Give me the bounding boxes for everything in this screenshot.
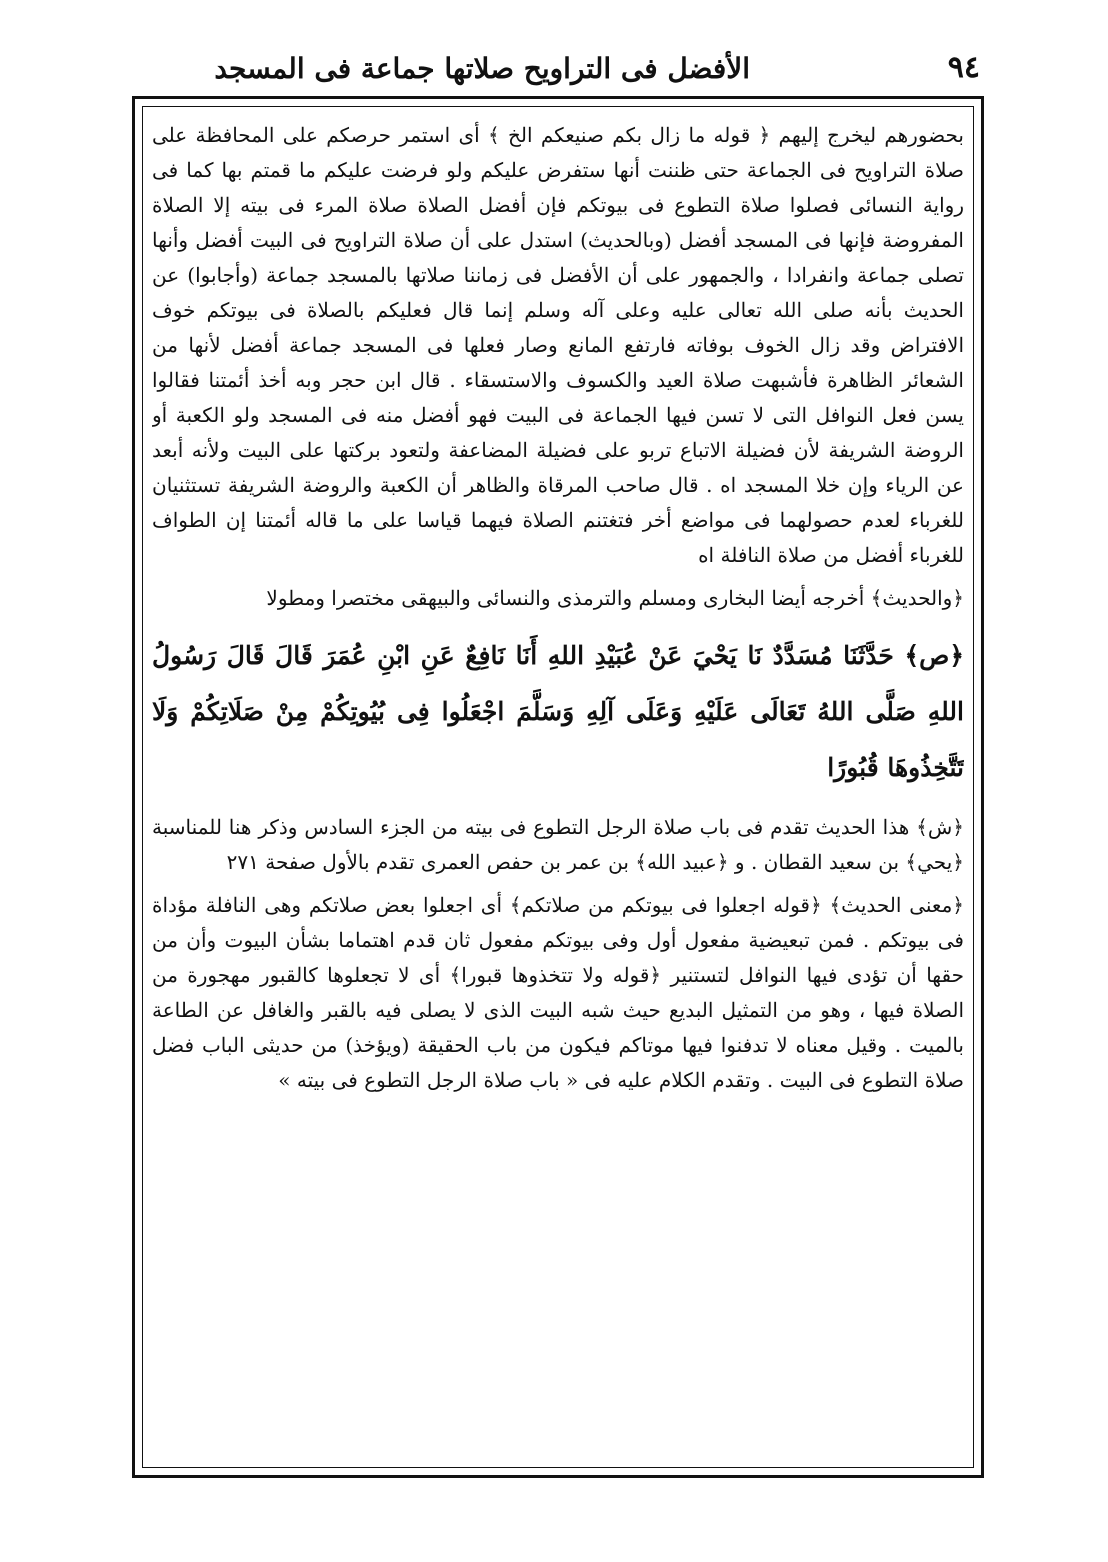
takhrij-line: ﴿والحديث﴾ أخرجه أيضا البخارى ومسلم والترمذى والنسائى والبيهقى مختصرا ومطولا [266, 586, 964, 610]
running-title: الأفضل فى التراويح صلاتها جماعة فى المسجد [214, 52, 750, 85]
commentary-paragraph: بحضورهم ليخرج إليهم ﴿ قوله ما زال بكم صنيعكم الخ ﴾ أى استمر حرصكم على المحافظة على صلاة التراويح فى الجماعة حتى ظننت أنها ستفرض عليكم ولو فرضت عليكم ما قمتم بها كما فى رواية النسائى فصلوا صلاة التطوع فى بيوتكم فإن أفضل الصلاة صلاة المرء فى بيته إلا الصلاة المفروضة فإنها فى المسجد أفضل (وبالحديث) استدل على أن صلاة التراويح فى البيت أفضل وأنها تصلى جماعة وانفرادا ، والجمهور على أن الأفضل فى زماننا صلاتها بالمسجد جماعة (وأجابوا) عن الحديث بأنه صلى الله تعالى عليه وعلى آله وسلم إنما قال فعليكم بالصلاة فى بيوتكم خوف الافتراض وقد زال الخوف بوفاته فارتفع المانع وصار فعلها فى المسجد جماعة أفضل لأنها من الشعائر الظاهرة فأشبهت صلاة العيد والكسوف والاستسقاء . قال ابن حجر وبه أخذ أئمتنا فقالوا يسن فعل النوافل التى لا تسن فيها الجماعة فى البيت فهو أفضل منه فى المسجد ولو الكعبة أو الروضة الشريفة لأن فضيلة الاتباع تربو على فضيلة المضاعفة ولتعود بركتها على البيت ولأنه أبعد عن الرياء وإن خلا المسجد اه . قال صاحب المرقاة والظاهر أن الكعبة والروضة الشريفة تستثنيان للغرباء لعدم حصولهما فى مواضع أخر فتغتنم الصلاة فيهما قياسا على ما قاله أئمتنا إن الطواف للغرباء أفضل من صلاة النافلة اه [152, 123, 964, 567]
sharh-paragraph-1: ﴿ش﴾ هذا الحديث تقدم فى باب صلاة الرجل التطوع فى بيته من الجزء السادس وذكر هنا للمناسبة ﴿يحي﴾ بن سعيد القطان . و ﴿عبيد الله﴾ بن عمر بن حفص العمرى تقدم بالأول صفحة ٢٧١ [152, 815, 964, 874]
sharh-paragraph-2: ﴿معنى الحديث﴾ ﴿قوله اجعلوا فى بيوتكم من صلاتكم﴾ أى اجعلوا بعض صلاتكم وهى النافلة مؤداة فى بيوتكم . فمن تبعيضية مفعول أول وفى بيوتكم مفعول ثان قدم اهتماما بشأن البيوت وأن من حقها أن تؤدى فيها النوافل لتستنير ﴿قوله ولا تتخذوها قبورا﴾ أى لا تجعلوها كالقبور مهجورة من الصلاة فيها ، وهو من التمثيل البديع حيث شبه البيت الذى لا يصلى فيه بالقبر والغافل عن الطاعة بالميت . وقيل معناه لا تدفنوا فيها موتاكم فيكون من باب الحقيقة (ويؤخذ) من حديثى الباب فضل صلاة التطوع فى البيت . وتقدم الكلام عليه فى « باب صلاة الرجل التطوع فى بيته » [152, 893, 964, 1092]
page-header [140, 50, 980, 96]
page-body [152, 118, 964, 1458]
hadith-text: ﴿ص﴾ حَدَّثَنَا مُسَدَّدٌ نَا يَحْيَ عَنْ عُبَيْدِ اللهِ أَنَا نَافِعٌ عَنِ ابْنِ عُمَرَ قَالَ قَالَ رَسُولُ اللهِ صَلَّى اللهُ تَعَالَى عَلَيْهِ وَعَلَى آلِهِ وَسَلَّمَ اجْعَلُوا فِى بُيُوتِكُمْ مِنْ صَلَاتِكُمْ وَلَا تَتَّخِذُوهَا قُبُورًا [152, 641, 964, 782]
page-number: ٩٤ [947, 50, 980, 85]
